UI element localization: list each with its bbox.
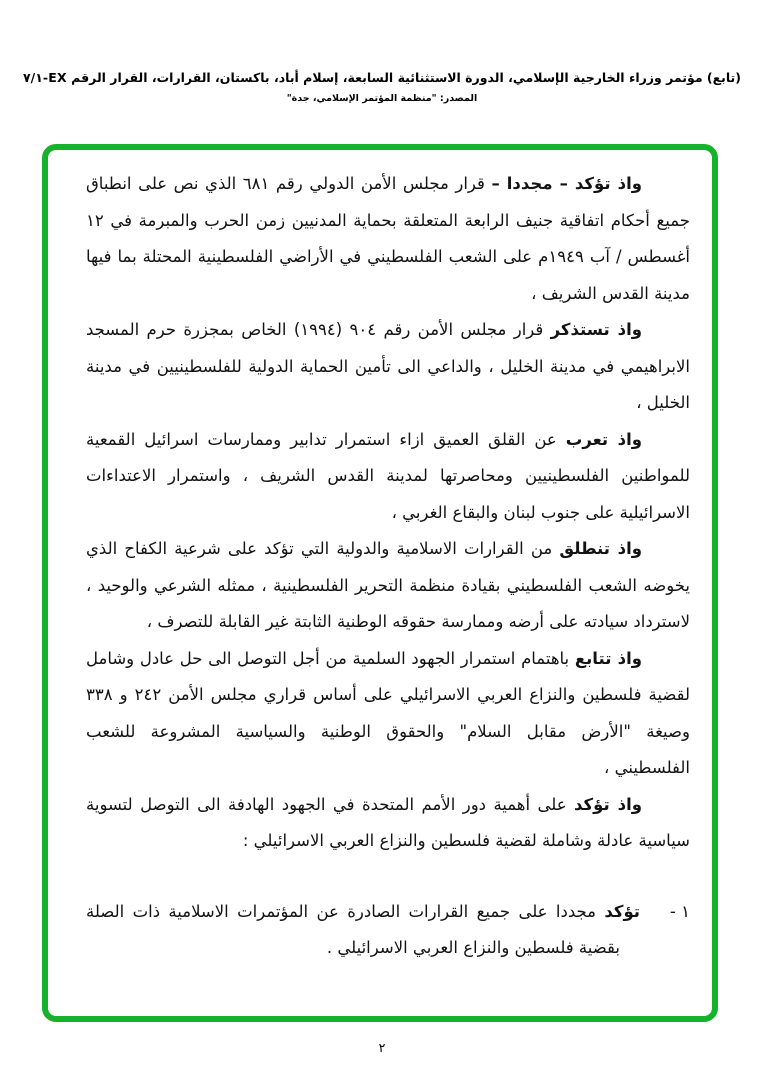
paragraph-text: قرار مجلس الأمن الدولي رقم ٦٨١ الذي نص على انطباق جميع أحكام اتفاقية جنيف الرابعة المتعلقة بحماية المدنيين زمن الحرب والمبرمة في ١٢ أغسطس / آب ١٩٤٩م على الشعب الفلسطيني في الأراضي الفلسطينية المحتلة بما فيها مدينة القدس الشريف ، [86, 174, 691, 303]
paragraph-preamble-2 [86, 312, 690, 422]
item-text: مجددا على جميع القرارات الصادرة عن المؤتمرات الاسلامية ذات الصلة بقضية فلسطين والنزاع العربي الاسرائيلي . [86, 901, 620, 957]
page-number: ٢ [378, 1040, 386, 1055]
item-number: ١ - [669, 901, 690, 921]
paragraph-lead: واذ تنطلق [559, 539, 642, 558]
paragraph-preamble-4 [86, 531, 690, 641]
item-lead: تؤكد [604, 901, 640, 921]
header-title: (تابع) مؤتمر وزراء الخارجية الإسلامي، الدورة الاستثنائية السابعة، إسلام أباد، باكستان، القرارات، القرار الرقم EX-٧/١ [23, 70, 741, 85]
page-header [0, 70, 764, 104]
paragraph-preamble-6 [86, 787, 690, 860]
numbered-item-1 [86, 894, 690, 967]
paragraph-preamble-5 [86, 641, 690, 787]
paragraph-text: باهتمام استمرار الجهود السلمية من أجل التوصل الى حل عادل وشامل لقضية فلسطين والنزاع العربي الاسرائيلي على أساس قراري مجلس الأمن ٢٤٢ و ٣٣٨ وصيغة "الأرض مقابل السلام" والحقوق الوطنية والسياسية المشروعة للشعب الفلسطيني ، [86, 648, 691, 777]
paragraph-lead: واذ تعرب [565, 429, 642, 449]
paragraph-text: قرار مجلس الأمن رقم ٩٠٤ (١٩٩٤) الخاص بمجزرة حرم المسجد الابراهيمي في مدينة الخليل ، والداعي الى تأمين الحماية الدولية للفلسطينيين في مدينة الخليل ، [86, 320, 690, 412]
green-border-frame [42, 144, 718, 1022]
paragraph-preamble-1 [86, 166, 690, 312]
paragraph-lead: واذ تؤكد – مجددا – [491, 174, 642, 193]
item-body [86, 894, 640, 967]
header-source: المصدر: "منظمة المؤتمر الإسلامي، جدة" [286, 93, 478, 104]
paragraph-lead: واذ تستذكر [550, 320, 642, 339]
paragraph-text: عن القلق العميق ازاء استمرار تدابير وممارسات اسرائيل القمعية للمواطنين الفلسطينيين ومحاصرتها لمدينة القدس الشريف ، واستمرار الاعتداءات الاسرائيلية على جنوب لبنان والبقاع الغربي ، [86, 429, 690, 522]
paragraph-lead: واذ تتابع [574, 648, 643, 668]
paragraph-preamble-3 [86, 422, 690, 532]
paragraph-text: من القرارات الاسلامية والدولية التي تؤكد على شرعية الكفاح الذي يخوضه الشعب الفلسطيني بقيادة منظمة التحرير الفلسطينية ، ممثله الشرعي والوحيد ، لاسترداد سيادته على أرضه وممارسة حقوقه الوطنية الثابتة غير القابلة للتصرف ، [86, 539, 690, 631]
document-body [86, 166, 690, 967]
paragraph-lead: واذ تؤكد [574, 794, 642, 814]
paragraph-text: على أهمية دور الأمم المتحدة في الجهود الهادفة الى التوصل لتسوية سياسية عادلة وشاملة لقضية فلسطين والنزاع العربي الاسرائيلي : [86, 794, 690, 850]
